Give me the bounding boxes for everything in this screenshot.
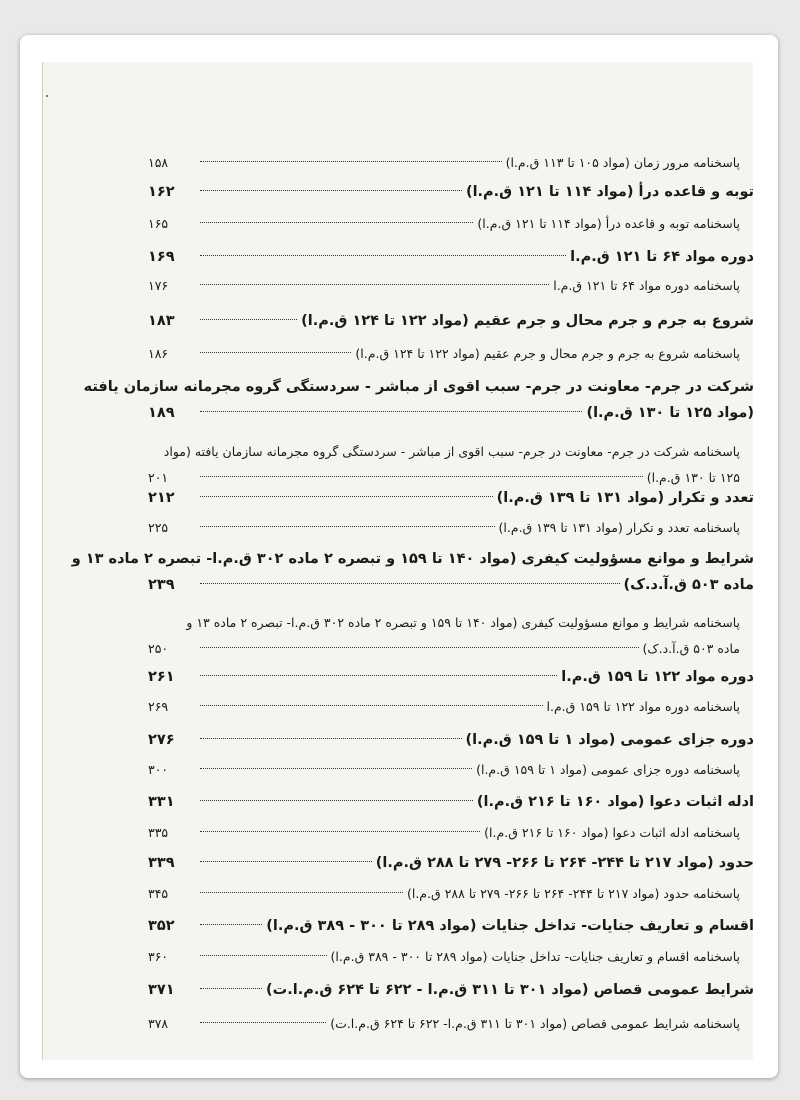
toc-entry-title: پاسخنامه دوره مواد ۶۴ تا ۱۲۱ ق.م.ا	[553, 278, 740, 293]
toc-entry-title: پاسخنامه شرایط عمومی قصاص (مواد ۳۰۱ تا ۳۱۱ ق.م.ا- ۶۲۲ تا ۶۲۴ ق.م.ا.ت)	[330, 1016, 740, 1031]
page-number: ۲۱۲	[148, 490, 175, 506]
page-number: ۱۶۵	[148, 216, 169, 231]
toc-entry-title: پاسخنامه دوره جزای عمومی (مواد ۱ تا ۱۵۹ ق.م.ا)	[476, 762, 740, 777]
toc-entry-title: پاسخنامه تعدد و تکرار (مواد ۱۳۱ تا ۱۳۹ ق.م.ا)	[498, 520, 740, 535]
toc-line	[148, 485, 754, 511]
page-number: ۳۵۲	[148, 918, 175, 934]
toc-entry-title: ماده ۵۰۳ ق.آ.د.ک)	[623, 577, 754, 593]
toc-answer-entry[interactable]	[148, 820, 754, 846]
dot-leader	[200, 255, 566, 256]
dot-leader	[200, 284, 549, 285]
toc-entry-title: شرایط عمومی قصاص (مواد ۳۰۱ تا ۳۱۱ ق.م.ا - ۶۲۲ تا ۶۲۴ ق.م.ا.ت)	[266, 982, 754, 998]
toc-answer-entry[interactable]	[148, 757, 754, 783]
toc-entry-title: دوره مواد ۶۴ تا ۱۲۱ ق.م.ا	[570, 249, 754, 265]
dot-leader	[200, 496, 493, 497]
page-number: ۲۵۰	[148, 641, 169, 656]
page-number: ۱۶۹	[148, 249, 175, 265]
dot-leader	[200, 476, 643, 477]
dot-leader	[200, 705, 543, 706]
page-number: ۲۲۵	[148, 520, 169, 535]
toc-line	[148, 977, 754, 1003]
dot-leader	[200, 675, 557, 676]
toc-line	[148, 515, 754, 541]
dot-leader	[200, 526, 495, 527]
toc-heading-entry[interactable]	[148, 789, 754, 815]
toc-line	[148, 789, 754, 815]
toc-line	[148, 273, 754, 299]
toc-answer-entry[interactable]	[148, 150, 754, 176]
toc-line	[71, 546, 754, 572]
toc-line	[148, 150, 754, 176]
toc-entry-title: (مواد ۱۲۵ تا ۱۳۰ ق.م.ا)	[586, 405, 754, 421]
toc-line	[148, 610, 754, 636]
page-number: ۱۶۲	[148, 184, 175, 200]
dot-leader	[200, 647, 639, 648]
toc-answer-entry[interactable]	[148, 273, 754, 299]
toc-entry-title: ماده ۵۰۳ ق.آ.د.ک)	[642, 641, 740, 656]
page-number: ۳۰۰	[148, 762, 169, 777]
toc-line	[148, 727, 754, 753]
book-page	[42, 62, 753, 1060]
toc-entry-title: پاسخنامه شرایط و موانع مسؤولیت کیفری (مواد ۱۴۰ تا ۱۵۹ و تبصره ۲ ماده ۳۰۲ ق.م.ا- تبصره ۲ ماده ۱۳ و	[186, 615, 740, 630]
toc-line	[148, 850, 754, 876]
toc-heading-entry[interactable]	[148, 244, 754, 270]
toc-answer-entry[interactable]	[148, 944, 754, 970]
toc-line	[148, 572, 754, 598]
toc-entry-title: دوره مواد ۱۲۲ تا ۱۵۹ ق.م.ا	[561, 669, 754, 685]
toc-line	[148, 341, 754, 367]
toc-heading-entry[interactable]	[148, 664, 754, 690]
toc-entry-title: شرکت در جرم- معاونت در جرم- سبب اقوی از مباشر - سردستگی گروه مجرمانه سازمان یافته	[83, 379, 754, 395]
toc-line	[148, 664, 754, 690]
toc-heading-entry[interactable]	[148, 913, 754, 939]
toc-answer-entry[interactable]	[148, 1011, 754, 1037]
toc-line	[148, 211, 754, 237]
toc-heading-entry[interactable]	[71, 546, 754, 598]
toc-entry-title: حدود (مواد ۲۱۷ تا ۲۴۴- ۲۶۴ تا ۲۶۶- ۲۷۹ تا ۲۸۸ ق.م.ا)	[375, 855, 754, 871]
dot-leader	[200, 1022, 326, 1023]
page-number: ۳۷۸	[148, 1016, 169, 1031]
toc-line	[148, 439, 754, 465]
toc-answer-entry[interactable]	[148, 341, 754, 367]
toc-heading-entry[interactable]	[148, 485, 754, 511]
dot-leader	[200, 800, 473, 801]
dot-leader	[200, 892, 403, 893]
page-number: ۱۸۶	[148, 346, 169, 361]
toc-entry-title: ادله اثبات دعوا (مواد ۱۶۰ تا ۲۱۶ ق.م.ا)	[476, 794, 754, 810]
page-number: ۲۶۹	[148, 699, 169, 714]
toc-entry-title: پاسخنامه شروع به جرم و جرم محال و جرم عقیم (مواد ۱۲۲ تا ۱۲۴ ق.م.ا)	[355, 346, 740, 361]
dot-leader	[200, 222, 473, 223]
dot-leader	[200, 352, 351, 353]
page-number: ۲۰۱	[148, 470, 169, 485]
toc-entry-title: توبه و قاعده درأ (مواد ۱۱۴ تا ۱۲۱ ق.م.ا)	[465, 184, 754, 200]
toc-line	[148, 881, 754, 907]
dot-leader	[200, 831, 480, 832]
page-number: ۲۶۱	[148, 669, 175, 685]
dot-leader	[200, 319, 297, 320]
page-number: ۳۳۹	[148, 855, 175, 871]
toc-entry-title: شرایط و موانع مسؤولیت کیفری (مواد ۱۴۰ تا ۱۵۹ و تبصره ۲ ماده ۳۰۲ ق.م.ا- تبصره ۲ ماده ۱۳ و	[71, 551, 754, 567]
dot-leader	[200, 190, 462, 191]
page-number: ۲۷۶	[148, 732, 175, 748]
toc-entry-title: پاسخنامه مرور زمان (مواد ۱۰۵ تا ۱۱۳ ق.م.ا)	[505, 155, 740, 170]
toc-answer-entry[interactable]	[148, 211, 754, 237]
toc-entry-title: اقسام و تعاریف جنایات- تداخل جنایات (مواد ۲۸۹ تا ۳۰۰ - ۳۸۹ ق.م.ا)	[266, 918, 754, 934]
page-number: ۲۳۹	[148, 577, 175, 593]
toc-entry-title: پاسخنامه دوره مواد ۱۲۲ تا ۱۵۹ ق.م.ا	[546, 699, 740, 714]
toc-answer-entry[interactable]	[148, 694, 754, 720]
toc-heading-entry[interactable]	[148, 727, 754, 753]
dot-leader	[200, 924, 262, 925]
toc-line	[148, 1011, 754, 1037]
toc-heading-entry[interactable]	[148, 308, 754, 334]
page-number: ۱۸۹	[148, 405, 175, 421]
toc-line	[148, 757, 754, 783]
page-number: ۳۳۵	[148, 825, 169, 840]
dot-leader	[200, 988, 262, 989]
page-number: ۱۸۳	[148, 313, 175, 329]
page-number: ۳۶۰	[148, 949, 169, 964]
toc-line	[148, 944, 754, 970]
toc-heading-entry[interactable]	[83, 374, 754, 426]
page-number: ۱۵۸	[148, 155, 169, 170]
toc-entry-title: تعدد و تکرار (مواد ۱۳۱ تا ۱۳۹ ق.م.ا)	[496, 490, 754, 506]
toc-answer-entry[interactable]	[148, 515, 754, 541]
dot-leader	[200, 583, 620, 584]
dot-leader	[200, 411, 582, 412]
toc-line	[148, 636, 754, 662]
toc-heading-entry[interactable]	[148, 179, 754, 205]
dot-leader	[200, 861, 372, 862]
toc-line	[148, 400, 754, 426]
toc-entry-title: پاسخنامه شرکت در جرم- معاونت در جرم- سبب اقوی از مباشر - سردستگی گروه مجرمانه سازمان یافته (مواد	[163, 444, 740, 459]
dot-leader	[200, 161, 502, 162]
toc-entry-title: ۱۲۵ تا ۱۳۰ ق.م.ا)	[646, 470, 740, 485]
toc-line	[148, 694, 754, 720]
toc-line	[148, 820, 754, 846]
table-of-contents	[43, 62, 754, 1060]
toc-heading-entry[interactable]	[148, 977, 754, 1003]
page-number: ۱۷۶	[148, 278, 169, 293]
toc-entry-title: پاسخنامه حدود (مواد ۲۱۷ تا ۲۴۴- ۲۶۴ تا ۲۶۶- ۲۷۹ تا ۲۸۸ ق.م.ا)	[406, 886, 740, 901]
toc-answer-entry[interactable]	[148, 439, 754, 491]
toc-heading-entry[interactable]	[148, 850, 754, 876]
page-number: ۳۳۱	[148, 794, 175, 810]
toc-line	[148, 244, 754, 270]
toc-entry-title: دوره جزای عمومی (مواد ۱ تا ۱۵۹ ق.م.ا)	[465, 732, 754, 748]
toc-line	[148, 179, 754, 205]
page-number: ۳۴۵	[148, 886, 169, 901]
dot-leader	[200, 768, 472, 769]
toc-answer-entry[interactable]	[148, 610, 754, 662]
dot-leader	[200, 955, 327, 956]
dot-leader	[200, 738, 462, 739]
toc-entry-title: پاسخنامه توبه و قاعده درأ (مواد ۱۱۴ تا ۱۲۱ ق.م.ا)	[477, 216, 740, 231]
toc-entry-title: پاسخنامه اقسام و تعاریف جنایات- تداخل جنایات (مواد ۲۸۹ تا ۳۰۰ - ۳۸۹ ق.م.ا)	[330, 949, 740, 964]
toc-entry-title: پاسخنامه ادله اثبات دعوا (مواد ۱۶۰ تا ۲۱۶ ق.م.ا)	[484, 825, 740, 840]
toc-line	[83, 374, 754, 400]
toc-line	[148, 913, 754, 939]
toc-line	[148, 308, 754, 334]
toc-entry-title: شروع به جرم و جرم محال و جرم عقیم (مواد ۱۲۲ تا ۱۲۴ ق.م.ا)	[301, 313, 754, 329]
toc-answer-entry[interactable]	[148, 881, 754, 907]
page-number: ۳۷۱	[148, 982, 175, 998]
